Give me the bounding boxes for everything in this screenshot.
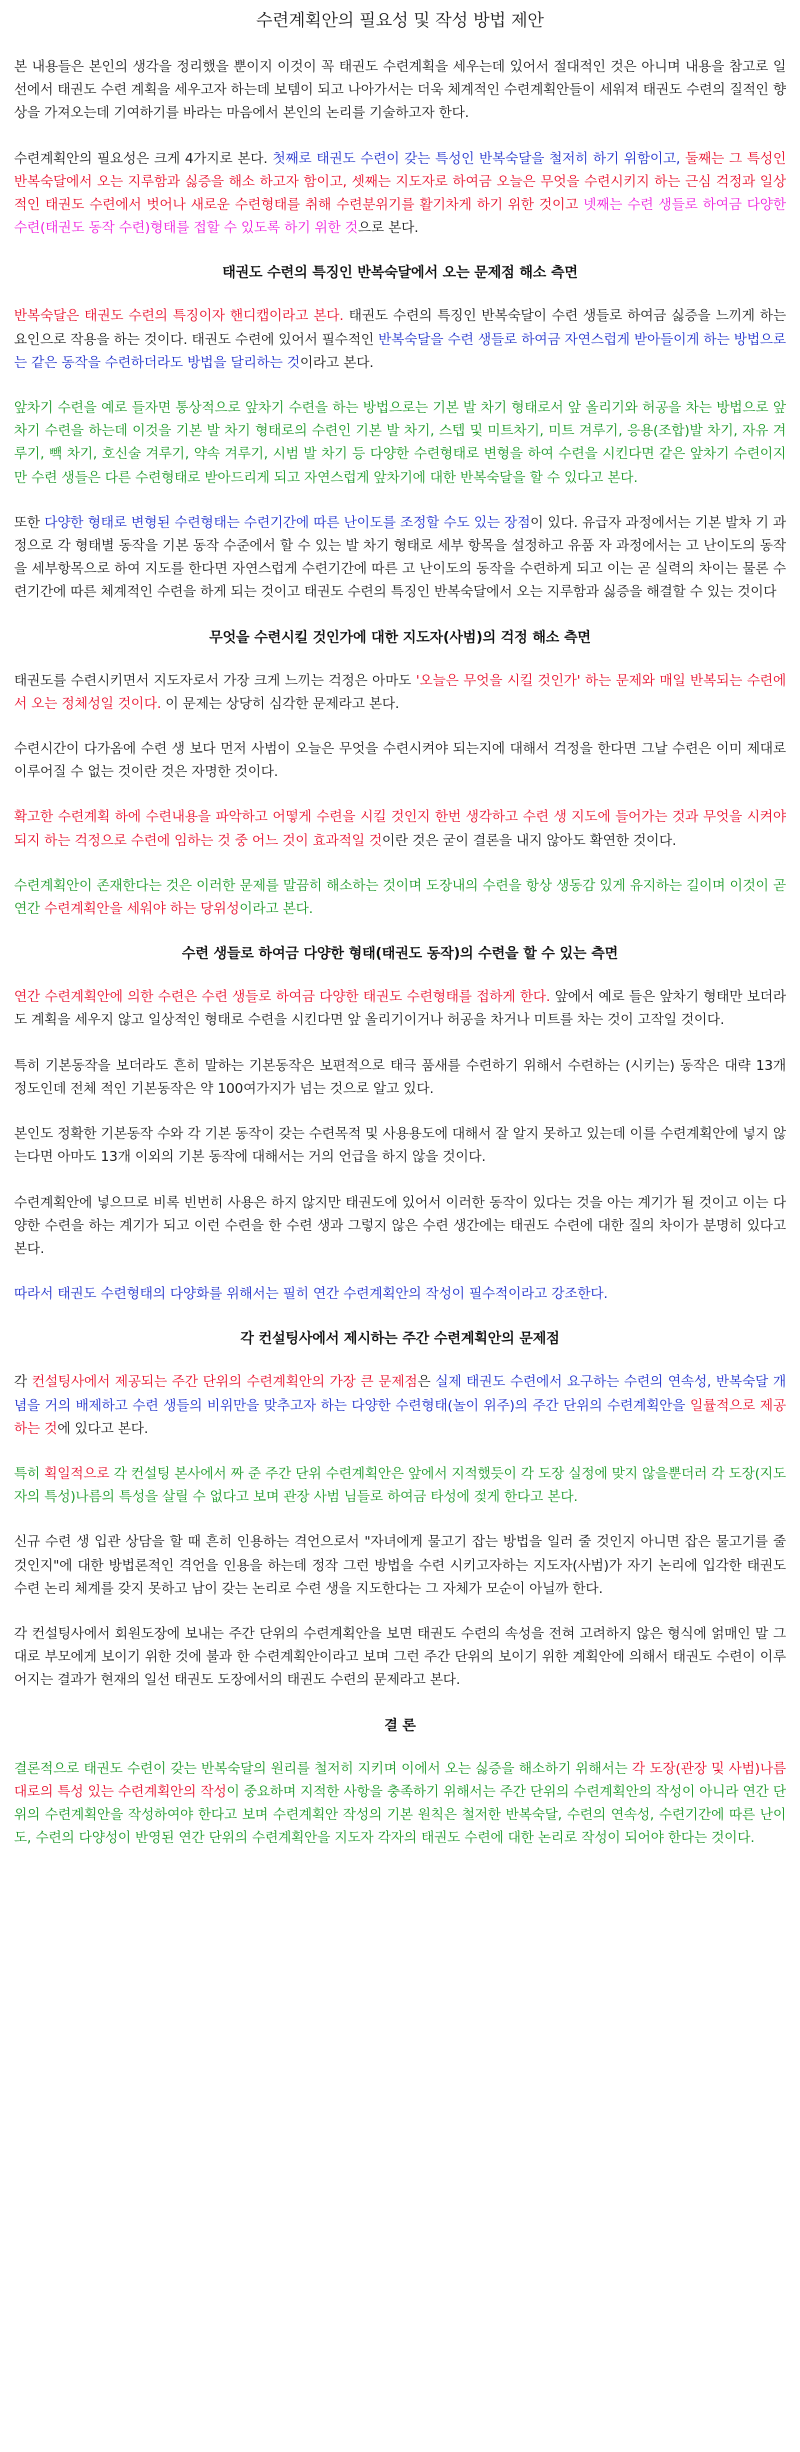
text-run-green: 각 컨설팅 본사에서 짜 준 주간 단위 수련계획안은 앞에서 지적했듯이 각 도장 실정에 맞지 않을뿐더러 각 도장(지도자의 특성)나름의 특성을 살릴 수 없다고 보며 관장 사범 님들로 하여금 타성에 젖게 한다고 본다. — [14, 1465, 786, 1506]
paragraph — [14, 1192, 786, 1262]
text-run-default: 앞에서 예로 들은 앞차기 형태만 보더라도 계획을 세우지 않고 일상적인 형태로 수련을 시킨다면 앞 올리기이거나 허공을 차거나 미트를 차는 것이 고작일 것이다. — [14, 989, 786, 1029]
text-run-default: 각 — [14, 1374, 32, 1391]
paragraph — [14, 512, 786, 605]
paragraph — [14, 397, 786, 490]
text-run-blue: 첫째로 태권도 수련이 갖는 특성인 반복숙달을 철저히 하기 위함이고, — [272, 150, 686, 167]
paragraph — [14, 670, 786, 716]
section-heading: 결 론 — [384, 1717, 416, 1734]
text-run-default: 이라고 본다. — [299, 354, 374, 371]
text-run-red: 각 도장(관장 및 사범)나름대로의 특성 있는 수련계획안의 작성 — [14, 1760, 787, 1800]
paragraph — [14, 806, 786, 852]
text-run-blue: 따라서 태권도 수련형태의 다양화를 위해서는 필히 연간 수련계획안의 작성이 필수적이라고 강조한다. — [14, 1286, 608, 1303]
text-run-green: 특히 — [14, 1465, 45, 1482]
text-run-default: 에 있다고 본다. — [57, 1420, 149, 1437]
text-run-default: 수련계획안에 넣으므로 비록 빈번히 사용은 하지 않지만 태권도에 있어서 이러한 동작이 있다는 것을 아는 계기가 될 것이고 이는 다양한 수련을 하는 계기가 되고 이런 수련을 한 수련 생과 그렇지 않은 수련 생간에는 태권도 수련에 대한 질의 차이가 분명히 있다고 본다. — [14, 1194, 786, 1257]
document-title: 수련계획안의 필요성 및 작성 방법 제안 — [256, 11, 544, 31]
text-run-green: 수련계획안이 존재한다는 것은 이러한 문제를 말끔히 해소하는 것이며 도장내의 수련을 항상 생동감 있게 유지하는 길이며 이것이 곧 연간 — [14, 877, 786, 918]
section-heading: 각 컨설팅사에서 제시하는 주간 수련계획안의 문제점 — [240, 1331, 560, 1348]
text-run-red: 확고한 수련계획 하에 수련내용을 파악하고 어떻게 수련을 시킬 것인지 한번 생각하고 수련 생 지도에 들어가는 것과 무엇을 시켜야 되지 하는 걱정으로 수련에 임하는 것 중 어느 것이 효과적일 것 — [14, 809, 786, 849]
paragraph — [14, 56, 786, 126]
text-run-default: 수련계획안의 필요성은 크게 4가지로 본다. — [14, 150, 273, 167]
text-run-red: 반복숙달은 태권도 수련의 특징이자 핸디캡이라고 본다. — [14, 308, 349, 325]
text-run-default: 본인도 정확한 기본동작 수와 각 기본 동작이 갖는 수련목적 및 사용용도에 대해서 잘 알지 못하고 있는데 이를 수련계획안에 넣지 않는다면 아마도 13개 이외의 기본 동작에 대해서는 거의 언급을 하지 않을 것이다. — [14, 1126, 786, 1166]
paragraph — [14, 305, 786, 375]
paragraph — [14, 738, 786, 784]
text-run-red: 연간 수련계획안에 의한 수련은 수련 생들로 하여금 다양한 태권도 수련형태를 접하게 한다. — [14, 989, 551, 1006]
paragraph — [14, 1123, 786, 1169]
text-run-blue: 실제 태권도 수련에서 요구하는 수련의 연속성, 반복숙달 개념을 거의 배제하고 수련 생들의 비위만을 맞추고자 하는 다양한 수련형태(놀이 위주)의 주간 단위의 수련계획안을 — [14, 1374, 786, 1414]
text-run-red: 컨설팅사에서 제공되는 주간 단위의 수련계획안의 가장 큰 문제점 — [31, 1374, 418, 1391]
paragraph — [14, 1283, 786, 1306]
text-run-default: 은 — [417, 1374, 436, 1391]
section-heading: 태권도 수련의 특징인 반복숙달에서 오는 문제점 해소 측면 — [222, 265, 578, 282]
text-run-default: 태권도를 수련시키면서 지도자로서 가장 크게 느끼는 걱정은 아마도 — [14, 672, 416, 689]
paragraph — [14, 875, 786, 921]
text-run-green: 앞차기 수련을 예로 들자면 통상적으로 앞차기 수련을 하는 방법으로는 기본 발 차기 형태로서 앞 올리기와 허공을 차는 방법으로 앞차기 수련을 하는데 이것을 기본 발 차기 형태로의 수련인 기본 발 차기, 스텝 및 미트차기, 미트 겨루기, 응용(조합)발 차기, 자유 겨루기, 빽 차기, 호신술 겨루기, 약속 겨루기, 시범 발 차기 등 다양한 수련형태로 변형을 하여 수련을 시킨다면 같은 앞차기 수련이지만 수련 생들은 다른 수련형태로 받아드리게 되고 자연스럽게 앞차기에 대한 반복숙달을 할 수 있다고 본다. — [14, 400, 786, 486]
paragraph — [14, 1623, 786, 1693]
paragraph — [14, 1371, 786, 1441]
text-run-red: 수련계획안을 세워야 하는 당위성 — [44, 901, 240, 918]
text-run-magenta: 넷째는 수련 생들로 하여금 다양한 수련(태권도 동작 수련)형태를 접할 수 있도록 하기 위한 것 — [14, 197, 786, 237]
paragraph — [14, 1758, 786, 1851]
text-run-red: '오늘은 무엇을 시킬 것인가' 하는 문제와 매일 반복되는 수련에서 오는 정체성일 것이다. — [14, 672, 786, 712]
text-run-blue: 반복숙달을 수련 생들로 하여금 자연스럽게 받아들이게 하는 방법으로는 같은 동작을 수련하더라도 방법을 달리하는 것 — [14, 331, 786, 371]
text-run-default: 또한 — [14, 514, 45, 531]
text-run-red: 일률적으로 제공하는 것 — [14, 1397, 786, 1437]
text-run-default: 태권도 수련의 특징인 반복숙달이 수련 생들로 하여금 싫증을 느끼게 하는 요인으로 작용을 하는 것이다. 태권도 수련에 있어서 필수적인 — [14, 308, 787, 348]
text-run-default: 이란 것은 굳이 결론을 내지 않아도 확연한 것이다. — [382, 832, 677, 849]
text-run-default: 각 컨설팅사에서 회원도장에 보내는 주간 단위의 수련계획안을 보면 태권도 수련의 속성을 전혀 고려하지 않은 형식에 얽매인 말 그대로 부모에게 보이기 위한 것에 불과 한 수련계획안이라고 보며 그런 주간 단위의 보이기 위한 계획안에 의해서 태권도 수련이 이루어지는 결과가 현재의 일선 태권도 도장에서의 태권도 수련의 문제라고 본다. — [14, 1625, 786, 1689]
paragraph — [14, 1463, 786, 1509]
text-run-green: 이 중요하며 지적한 사항을 충족하기 위해서는 주간 단위의 수련계획안의 작성이 아니라 연간 단위의 수련계획안을 작성하여야 한다고 보며 수련계획안 작성의 기본 원칙은 철저한 반복숙달, 수련의 연속성, 수련기간에 따른 난이도, 수련의 다양성이 반영된 연간 단위의 수련계획안을 지도자 각자의 태권도 수련에 대한 논리로 작성이 되어야 한다는 것이다. — [14, 1783, 786, 1847]
text-run-default: 이 있다. 유급자 과정에서는 기본 발차 기 과정으로 각 형태별 동작을 기본 동작 수준에서 할 수 있는 발 차기 형태로 세부 항목을 설정하고 유품 자 과정에서는 고 난이도의 동작을 세부항목으로 하여 지도를 한다면 자연스럽게 수련기간에 따른 고 난이도의 동작을 수련하게 되고 이는 곧 실력의 차이는 물론 수련기간에 따른 체계적인 수련을 하게 되는 것이고 태권도 수련의 특징인 반복숙달에서 오는 지루함과 싫증을 해결할 수 있는 것이다 — [14, 514, 786, 601]
text-run-blue: 다양한 형태로 변형된 수련형태는 수련기간에 따른 난이도를 조정할 수도 있는 장점 — [44, 514, 531, 531]
section-heading: 수련 생들로 하여금 다양한 형태(태권도 동작)의 수련을 할 수 있는 측면 — [181, 946, 619, 963]
paragraph — [14, 148, 786, 241]
document-body — [14, 56, 786, 1850]
text-run-default: 신규 수련 생 입관 상담을 할 때 흔히 인용하는 격언으로서 "자녀에게 물고기 잡는 방법을 일러 줄 것인지 아니면 잡은 물고기를 줄 것인지"에 대한 방법론적인 격언을 인용을 하는데 정작 그런 방법을 수련 시키고자하는 지도자(사범)가 자기 논리에 입각한 태권도 수련 논리 체계를 갖지 못하고 남이 갖는 논리로 수련 생을 지도한다는 그 자체가 모순이 아닐까 한다. — [14, 1534, 786, 1597]
text-run-default: 수련시간이 다가옴에 수련 생 보다 먼저 사범이 오늘은 무엇을 수련시켜야 되는지에 대해서 걱정을 한다면 그날 수련은 이미 제대로 이루어질 수 없는 것이란 것은 자명한 것이다. — [14, 741, 786, 781]
text-run-default: 본 내용들은 본인의 생각을 정리했을 뿐이지 이것이 꼭 태권도 수련계획을 세우는데 있어서 절대적인 것은 아니며 내용을 참고로 일선에서 태권도 수련 계획을 세우고자 하는데 보템이 되고 나아가서는 더욱 체계적인 수련계획안들이 세워져 태권도 수련의 질적인 향상을 가져오는데 기여하기를 바라는 마음에서 본인의 논리를 기술하고자 한다. — [14, 59, 786, 122]
paragraph — [14, 1055, 786, 1101]
section-heading: 무엇을 수련시킬 것인가에 대한 지도자(사범)의 걱정 해소 측면 — [209, 629, 591, 646]
text-run-default: 으로 본다. — [357, 220, 419, 237]
paragraph — [14, 986, 786, 1032]
text-run-red: 획일적으로 — [44, 1465, 110, 1482]
text-run-green: 결론적으로 태권도 수련이 갖는 반복숙달의 원리를 철저히 지키며 이에서 오는 싫증을 해소하기 위해서는 — [14, 1760, 632, 1777]
paragraph — [14, 1531, 786, 1601]
text-run-green: 이라고 본다. — [239, 901, 314, 918]
text-run-red: 둘째는 그 특성인 반복숙달에서 오는 지루함과 싫증을 해소 하고자 함이고, 셋째는 지도자로 하여금 오늘은 무엇을 수련시키지 하는 근심 걱정과 일상적인 태권도 수련에서 벗어나 새로운 수련형태를 취해 수련분위기를 활기차게 하기 위한 것이고 — [14, 150, 786, 214]
text-run-default: 특히 기본동작을 보더라도 흔히 말하는 기본동작은 보편적으로 태극 품새를 수련하기 위해서 수련하는 (시키는) 동작은 대략 13개 정도인데 전체 적인 기본동작은 약 100여가지가 넘는 것으로 알고 있다. — [14, 1057, 786, 1097]
text-run-default: 이 문제는 상당히 심각한 문제라고 본다. — [161, 695, 400, 712]
